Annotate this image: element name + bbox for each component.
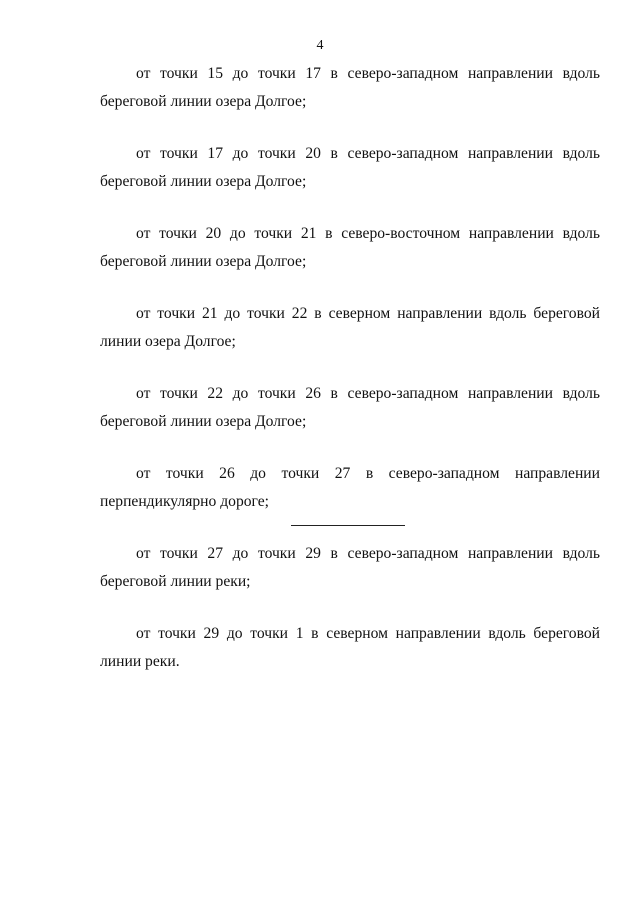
boundary-segment-paragraph: от точки 21 до точки 22 в северном направлении вдоль береговой линии озера Долгое; [100,305,600,350]
page-number: 4 [316,38,324,53]
boundary-segment-paragraph: от точки 20 до точки 21 в северо-восточном направлении вдоль береговой линии озера Долгое; [100,225,600,270]
boundary-segment-paragraph: от точки 17 до точки 20 в северо-западном направлении вдоль береговой линии озера Долгое; [100,145,600,190]
document-body [100,60,600,700]
end-of-text-divider [291,525,405,526]
boundary-segment-paragraph: от точки 26 до точки 27 в северо-западном направлении перпендикулярно дороге; [100,465,600,510]
boundary-segment-paragraph: от точки 22 до точки 26 в северо-западном направлении вдоль береговой линии озера Долгое; [100,385,600,430]
boundary-segment-paragraph: от точки 15 до точки 17 в северо-западном направлении вдоль береговой линии озера Долгое; [100,65,600,110]
boundary-segment-paragraph: от точки 29 до точки 1 в северном направлении вдоль береговой линии реки. [100,625,600,670]
boundary-segment-paragraph: от точки 27 до точки 29 в северо-западном направлении вдоль береговой линии реки; [100,545,600,590]
